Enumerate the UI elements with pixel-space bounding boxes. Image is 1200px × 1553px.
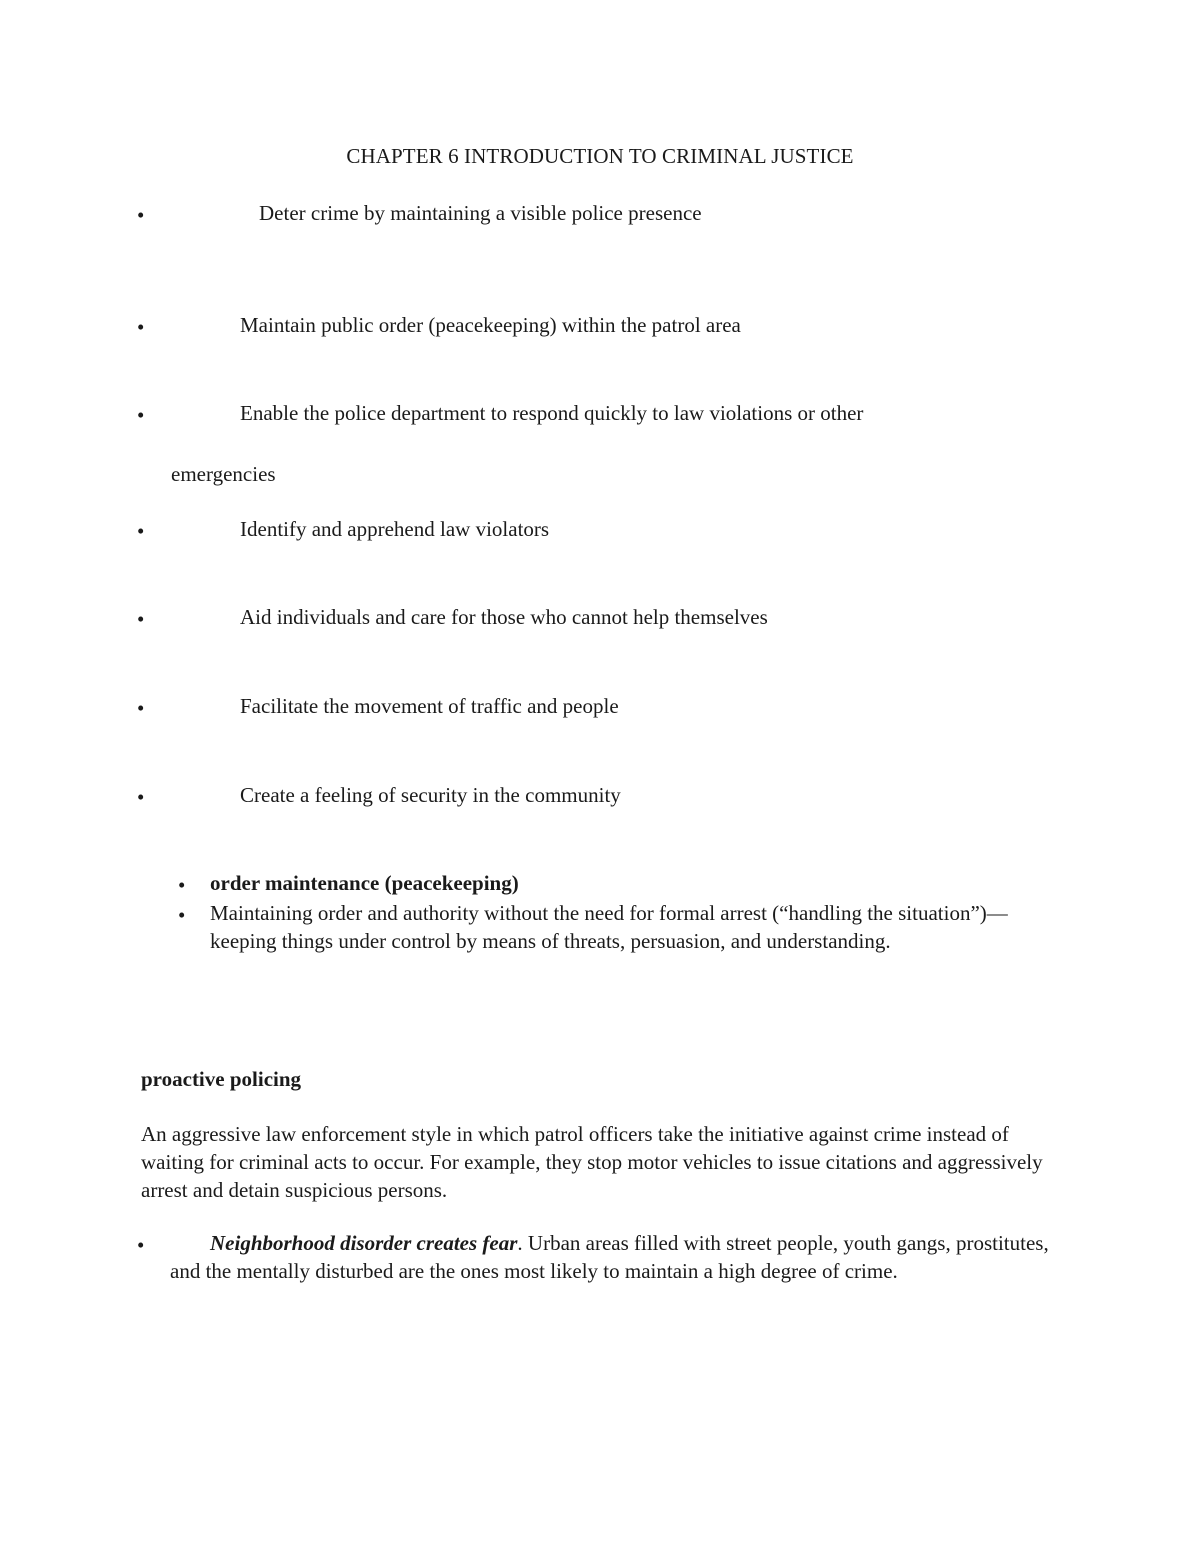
list-item: Facilitate the movement of traffic and people xyxy=(240,694,619,718)
list-item: Maintain public order (peacekeeping) within the patrol area xyxy=(240,313,741,337)
order-maintenance-term: order maintenance (peacekeeping) xyxy=(210,871,519,895)
bullet-icon: • xyxy=(137,696,145,720)
list-item-continuation: emergencies xyxy=(171,462,276,486)
proactive-policing-definition: An aggressive law enforcement style in which patrol officers take the initiative against crime instead of waiting for criminal acts to occur. For example, they stop motor vehicles to issue citations and aggressively arrest and detain suspicious persons. xyxy=(141,1122,1043,1202)
neighborhood-disorder-text: . Urban areas filled with street people, youth gangs, prostitutes, and the mentally disturbed are the ones most likely to maintain a high degree of crime. xyxy=(170,1231,1049,1283)
bullet-icon: • xyxy=(137,607,145,631)
list-item: Create a feeling of security in the community xyxy=(240,783,621,807)
bullet-icon: • xyxy=(178,873,186,897)
neighborhood-disorder-emphasis: Neighborhood disorder creates fear xyxy=(210,1231,518,1255)
chapter-title: CHAPTER 6 INTRODUCTION TO CRIMINAL JUSTICE xyxy=(346,144,854,168)
bullet-icon: • xyxy=(137,785,145,809)
bullet-icon: • xyxy=(137,519,145,543)
list-item: Aid individuals and care for those who cannot help themselves xyxy=(240,605,768,629)
list-item: Deter crime by maintaining a visible police presence xyxy=(259,201,702,225)
bullet-icon: • xyxy=(137,315,145,339)
bullet-icon: • xyxy=(137,403,145,427)
neighborhood-disorder-paragraph xyxy=(170,1229,1070,1285)
list-item: Identify and apprehend law violators xyxy=(240,517,550,541)
list-item: Enable the police department to respond quickly to law violations or other xyxy=(240,401,864,425)
order-maintenance-definition: Maintaining order and authority without the need for formal arrest (“handling the situation”)—keeping things under control by means of threats, persuasion, and understanding. xyxy=(210,901,1008,953)
proactive-policing-heading: proactive policing xyxy=(141,1067,302,1091)
bullet-icon: • xyxy=(178,903,186,927)
bullet-icon: • xyxy=(137,1233,145,1257)
bullet-icon: • xyxy=(137,203,145,227)
